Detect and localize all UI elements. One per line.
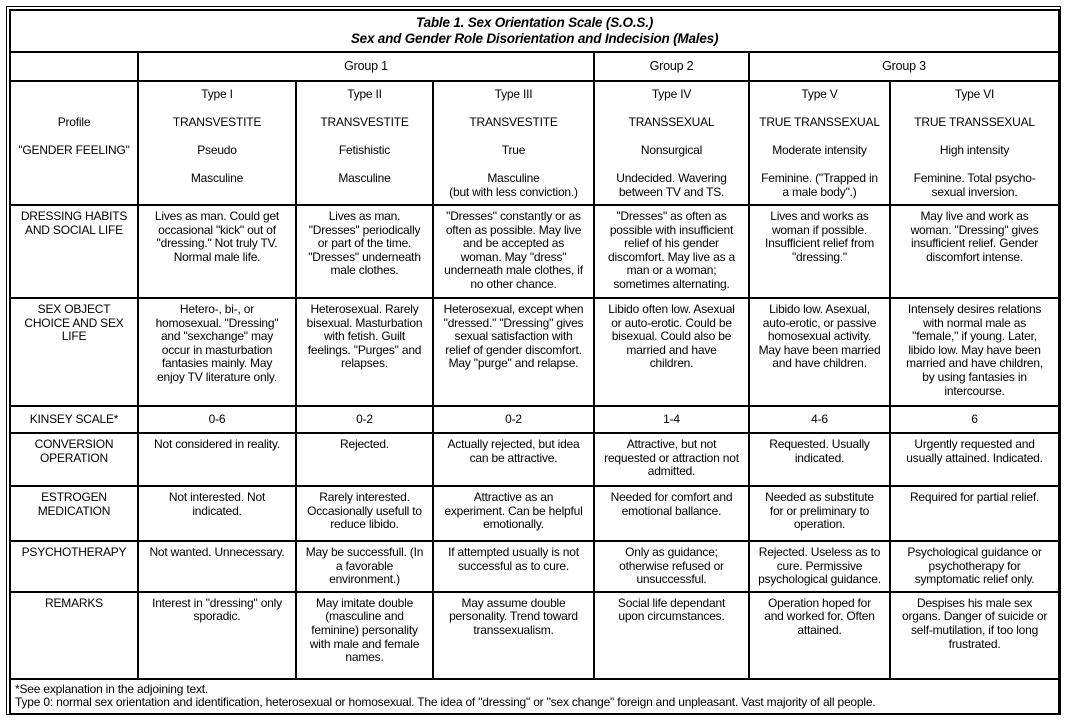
type-feeling: Masculine xyxy=(338,171,391,185)
table-cell: Attractive as an experiment. Can be helpful emotionally. xyxy=(433,486,594,541)
type-profile-cell xyxy=(138,81,296,205)
table-cell: Urgently requested and usually attained. Indicated. xyxy=(890,433,1059,486)
table-cell: Not interested. Not indicated. xyxy=(138,486,296,541)
table-cell: Libido low. Asexual, auto-erotic, or passive homosexual activity. May have been married and have children. xyxy=(749,298,890,406)
type-kind: High intensity xyxy=(939,143,1010,157)
table-row xyxy=(10,486,1059,541)
table-cell: Required for partial relief. xyxy=(890,486,1059,541)
type-profile-cell xyxy=(594,81,749,205)
type-name: TRANSVESTITE xyxy=(320,115,409,129)
table-cell: 0-2 xyxy=(433,406,594,433)
table-cell: Heterosexual, except when "dressed." "Dressing" gives sexual satisfaction with relief of gender discomfort. May "purge" and relapse. xyxy=(433,298,594,406)
table-row xyxy=(10,433,1059,486)
table-row xyxy=(10,205,1059,298)
table-row xyxy=(10,406,1059,433)
type-kind: True xyxy=(501,143,526,157)
table-cell: Intensely desires relations with normal male as "female," if young. Later, libido low. May have been married and have children, by using fantasies in intercourse. xyxy=(890,298,1059,406)
table-cell: 1-4 xyxy=(594,406,749,433)
type-kind: Pseudo xyxy=(197,143,237,157)
row-label: CONVERSION OPERATION xyxy=(10,433,138,486)
gender-feeling-label: "GENDER FEELING" xyxy=(18,143,130,157)
group-3-header: Group 3 xyxy=(749,52,1059,81)
type-feeling: Masculine (but with less conviction.) xyxy=(449,171,578,199)
group-header-row xyxy=(10,52,1059,81)
table-cell: Not considered in reality. xyxy=(138,433,296,486)
document-frame xyxy=(6,6,1061,715)
type-type: Type VI xyxy=(954,87,995,101)
type-profile-cell xyxy=(749,81,890,205)
table-cell: Not wanted. Unnecessary. xyxy=(138,541,296,592)
table-row xyxy=(10,592,1059,679)
type-name: TRANSVESTITE xyxy=(469,115,558,129)
table-cell: May imitate double (masculine and feminine) personality with male and female names. xyxy=(296,592,433,679)
table-cell: Lives as man. Could get occasional "kick" out of "dressing." Not truly TV. Normal male life. xyxy=(138,205,296,298)
table-cell: Attractive, but not requested or attraction not admitted. xyxy=(594,433,749,486)
profile-label: Profile xyxy=(57,115,91,129)
table-cell: If attempted usually is not successful as to cure. xyxy=(433,541,594,592)
row-label: DRESSING HABITS AND SOCIAL LIFE xyxy=(10,205,138,298)
footnote-kinsey: *See explanation in the adjoining text. xyxy=(15,681,209,696)
table-cell: Operation hoped for and worked for. Often attained. xyxy=(749,592,890,679)
table-cell: Rarely interested. Occasionally usefull to reduce libido. xyxy=(296,486,433,541)
footnotes xyxy=(10,679,1059,714)
table-cell: Rejected. Useless as to cure. Permissive psychological guidance. xyxy=(749,541,890,592)
row-label: ESTROGEN MEDICATION xyxy=(10,486,138,541)
type-type: Type II xyxy=(347,87,382,101)
table-row xyxy=(10,298,1059,406)
table-cell: Social life dependant upon circumstances. xyxy=(594,592,749,679)
profile-label-cell xyxy=(10,81,138,205)
table-cell: Requested. Usually indicated. xyxy=(749,433,890,486)
table-cell: "Dresses" as often as possible with insufficient relief of his gender discomfort. May live as a man or a woman; sometimes alternating. xyxy=(594,205,749,298)
row-label: SEX OBJECT CHOICE AND SEX LIFE xyxy=(10,298,138,406)
type-kind: Fetishistic xyxy=(338,143,391,157)
footnote-row xyxy=(10,679,1059,714)
table-cell: Libido often low. Asexual or auto-erotic. Could be bisexual. Could also be married and have children. xyxy=(594,298,749,406)
table-title xyxy=(10,10,1059,52)
title-line: Table 1. Sex Orientation Scale (S.O.S.) xyxy=(416,15,654,30)
type-name: TRUE TRANSSEXUAL xyxy=(759,115,880,129)
table-cell: Rejected. xyxy=(296,433,433,486)
type-name: TRUE TRANSSEXUAL xyxy=(914,115,1035,129)
group-1-header: Group 1 xyxy=(138,52,594,81)
type-feeling: Feminine. Total psycho- sexual inversion. xyxy=(913,171,1036,199)
type-kind: Nonsurgical xyxy=(640,143,703,157)
type-type: Type IV xyxy=(651,87,692,101)
type-feeling: Masculine xyxy=(190,171,244,185)
type-kind: Moderate intensity xyxy=(772,143,867,157)
empty-corner xyxy=(10,52,138,81)
table-cell: Hetero-, bi-, or homosexual. "Dressing" and "sexchange" may occur in masturbation fantasies mainly. May enjoy TV literature only. xyxy=(138,298,296,406)
table-cell: May assume double personality. Trend toward transsexualism. xyxy=(433,592,594,679)
table-cell: Actually rejected, but idea can be attractive. xyxy=(433,433,594,486)
table-cell: Heterosexual. Rarely bisexual. Masturbation with fetish. Guilt feelings. "Purges" and relapses. xyxy=(296,298,433,406)
table-cell: Psychological guidance or psychotherapy for symptomatic relief only. xyxy=(890,541,1059,592)
row-label: REMARKS xyxy=(10,592,138,679)
type-profile-cell xyxy=(296,81,433,205)
table-cell: 4-6 xyxy=(749,406,890,433)
table-cell: Lives and works as woman if possible. Insufficient relief from "dressing." xyxy=(749,205,890,298)
table-cell: Only as guidance; otherwise refused or unsuccessful. xyxy=(594,541,749,592)
table-cell: 6 xyxy=(890,406,1059,433)
subtitle-line: Sex and Gender Role Disorientation and Indecision (Males) xyxy=(350,31,719,46)
type-feeling: Undecided. Wavering between TV and TS. xyxy=(616,171,727,199)
table-cell: Lives as man. "Dresses" periodically or part of the time. "Dresses" underneath male clothes. xyxy=(296,205,433,298)
type-name: TRANSSEXUAL xyxy=(628,115,715,129)
type-type: Type I xyxy=(201,87,233,101)
profile-row xyxy=(10,81,1059,205)
group-2-header: Group 2 xyxy=(594,52,749,81)
type-profile-cell xyxy=(890,81,1059,205)
footnote-type-0: Type 0: normal sex orientation and identification, heterosexual or homosexual. The idea of "dressing" or "sex change" foreign and unpleasant. Vast majority of all people. xyxy=(15,695,876,710)
table-cell: 0-6 xyxy=(138,406,296,433)
table-cell: Despises his male sex organs. Danger of suicide or self-mutilation, if too long frustrated. xyxy=(890,592,1059,679)
table-cell: 0-2 xyxy=(296,406,433,433)
sex-orientation-scale-table xyxy=(9,9,1060,715)
row-label: KINSEY SCALE* xyxy=(10,406,138,433)
type-feeling: Feminine. ("Trapped in a male body".) xyxy=(761,171,878,199)
table-cell: "Dresses" constantly or as often as possible. May live and be accepted as woman. May "dress" underneath male clothes, if no other chance. xyxy=(433,205,594,298)
table-cell: Needed as substitute for or preliminary to operation. xyxy=(749,486,890,541)
type-name: TRANSVESTITE xyxy=(172,115,262,129)
type-type: Type V xyxy=(801,87,838,101)
table-cell: May be successfull. (In a favorable environment.) xyxy=(296,541,433,592)
type-type: Type III xyxy=(494,87,533,101)
table-row xyxy=(10,541,1059,592)
table-cell: Needed for comfort and emotional ballance. xyxy=(594,486,749,541)
row-label: PSYCHOTHERAPY xyxy=(10,541,138,592)
table-cell: Interest in "dressing" only sporadic. xyxy=(138,592,296,679)
table-cell: May live and work as woman. "Dressing" gives insufficient relief. Gender discomfort intense. xyxy=(890,205,1059,298)
type-profile-cell xyxy=(433,81,594,205)
